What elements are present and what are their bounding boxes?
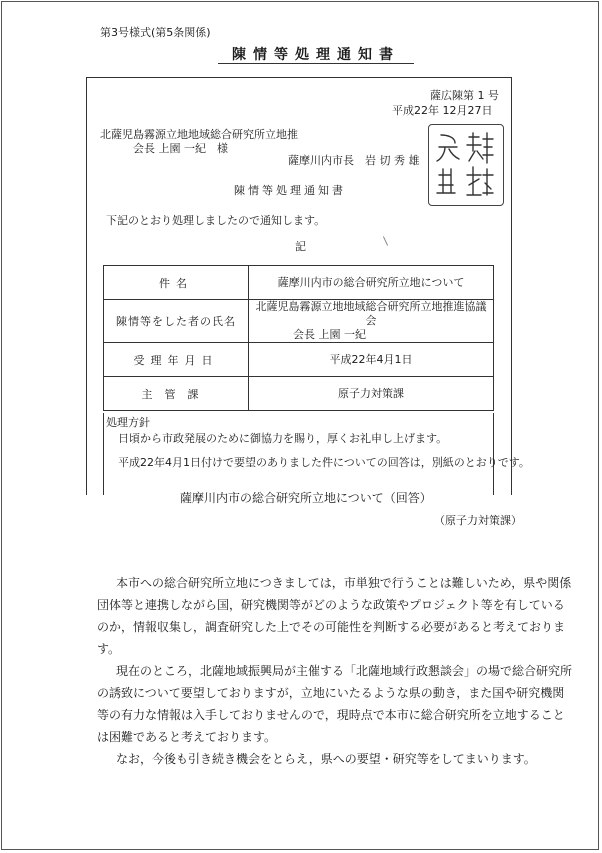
answer-paragraph-line: 現在のところ，北薩地域振興局が主催する「北薩地域行政懇談会」の場で総合研究所 <box>116 664 573 678</box>
intro-text: 下記のとおり処理しましたので通知します。 <box>106 214 326 227</box>
table-row <box>104 266 494 300</box>
row-value: 原子力対策課 <box>249 377 494 411</box>
row-value: 平成22年4月1日 <box>249 343 494 377</box>
document-date: 平成22年 12月27日 <box>392 104 493 117</box>
table-row <box>104 377 494 411</box>
answer-paragraph-line: 団体等と連携しながら国，研究機関等がどのような政策やプロジェクト等を有している <box>97 598 565 612</box>
policy-line: 日頃から市政発展のために御協力を賜り，厚くお礼申し上げます。 <box>118 432 448 445</box>
table-row <box>104 300 494 343</box>
document-title: 陳情等処理通知書 <box>232 47 400 63</box>
addressee-organization: 北薩児島霧源立地地域総合研究所立地推 <box>100 128 298 141</box>
row-label: 件名 <box>104 266 249 300</box>
title-underline <box>218 63 414 64</box>
row-label: 主管課 <box>104 377 249 411</box>
row-label: 陳情等をした者の氏名 <box>104 300 249 343</box>
row-value: 薩摩川内市の総合研究所立地について <box>249 266 494 300</box>
answer-paragraph-line: の誘致について要望しておりますが，立地にいたるような県の動き，また国や研究機関 <box>97 686 565 700</box>
official-seal <box>428 124 504 206</box>
answer-paragraph-line: なお，今後も引き続き機会をとらえ，県への要望・研究等をしてまいります。 <box>116 752 536 766</box>
answer-paragraph-line: す。 <box>97 642 121 656</box>
answer-paragraph-line: 本市への総合研究所立地につきましては，市単独で行うことは難しいため，県や関係 <box>116 576 572 590</box>
sender-name: 薩摩川内市長 岩 切 秀 雄 <box>288 154 420 167</box>
row-value-line: 北薩児島霧源立地地域総合研究所立地推進協議会 <box>255 300 487 327</box>
row-value <box>249 300 494 343</box>
answer-paragraph-line: は困難であると考えております。 <box>97 730 277 744</box>
answer-dept: （原子力対策課） <box>434 514 522 527</box>
form-label: 第3号様式(第5条関係) <box>100 26 211 39</box>
ki-marker: 記 <box>295 240 306 253</box>
row-label: 受理年月日 <box>104 343 249 377</box>
addressee-person: 会長 上園 一紀 様 <box>133 142 228 155</box>
answer-paragraph-line: のか，情報収集し，調査研究した上でその可能性を判断する必要があると考えておりま <box>97 620 566 634</box>
document-number: 薩広陳第 1 号 <box>430 89 499 102</box>
policy-line: 平成22年4月1日付けで要望のありました件についての回答は，別紙のとおりです。 <box>118 456 530 469</box>
notice-table <box>103 265 494 411</box>
row-value-line: 会長 上園 一紀 <box>293 328 366 341</box>
table-row <box>104 343 494 377</box>
inner-title: 陳情等処理通知書 <box>234 184 346 197</box>
answer-title: 薩摩川内市の総合研究所立地について（回答） <box>180 491 432 505</box>
policy-heading: 処理方針 <box>106 416 150 429</box>
answer-paragraph-line: 等の有力な情報は入手しておりませんので，現時点で本市に総合研究所を立地すること <box>97 708 565 722</box>
